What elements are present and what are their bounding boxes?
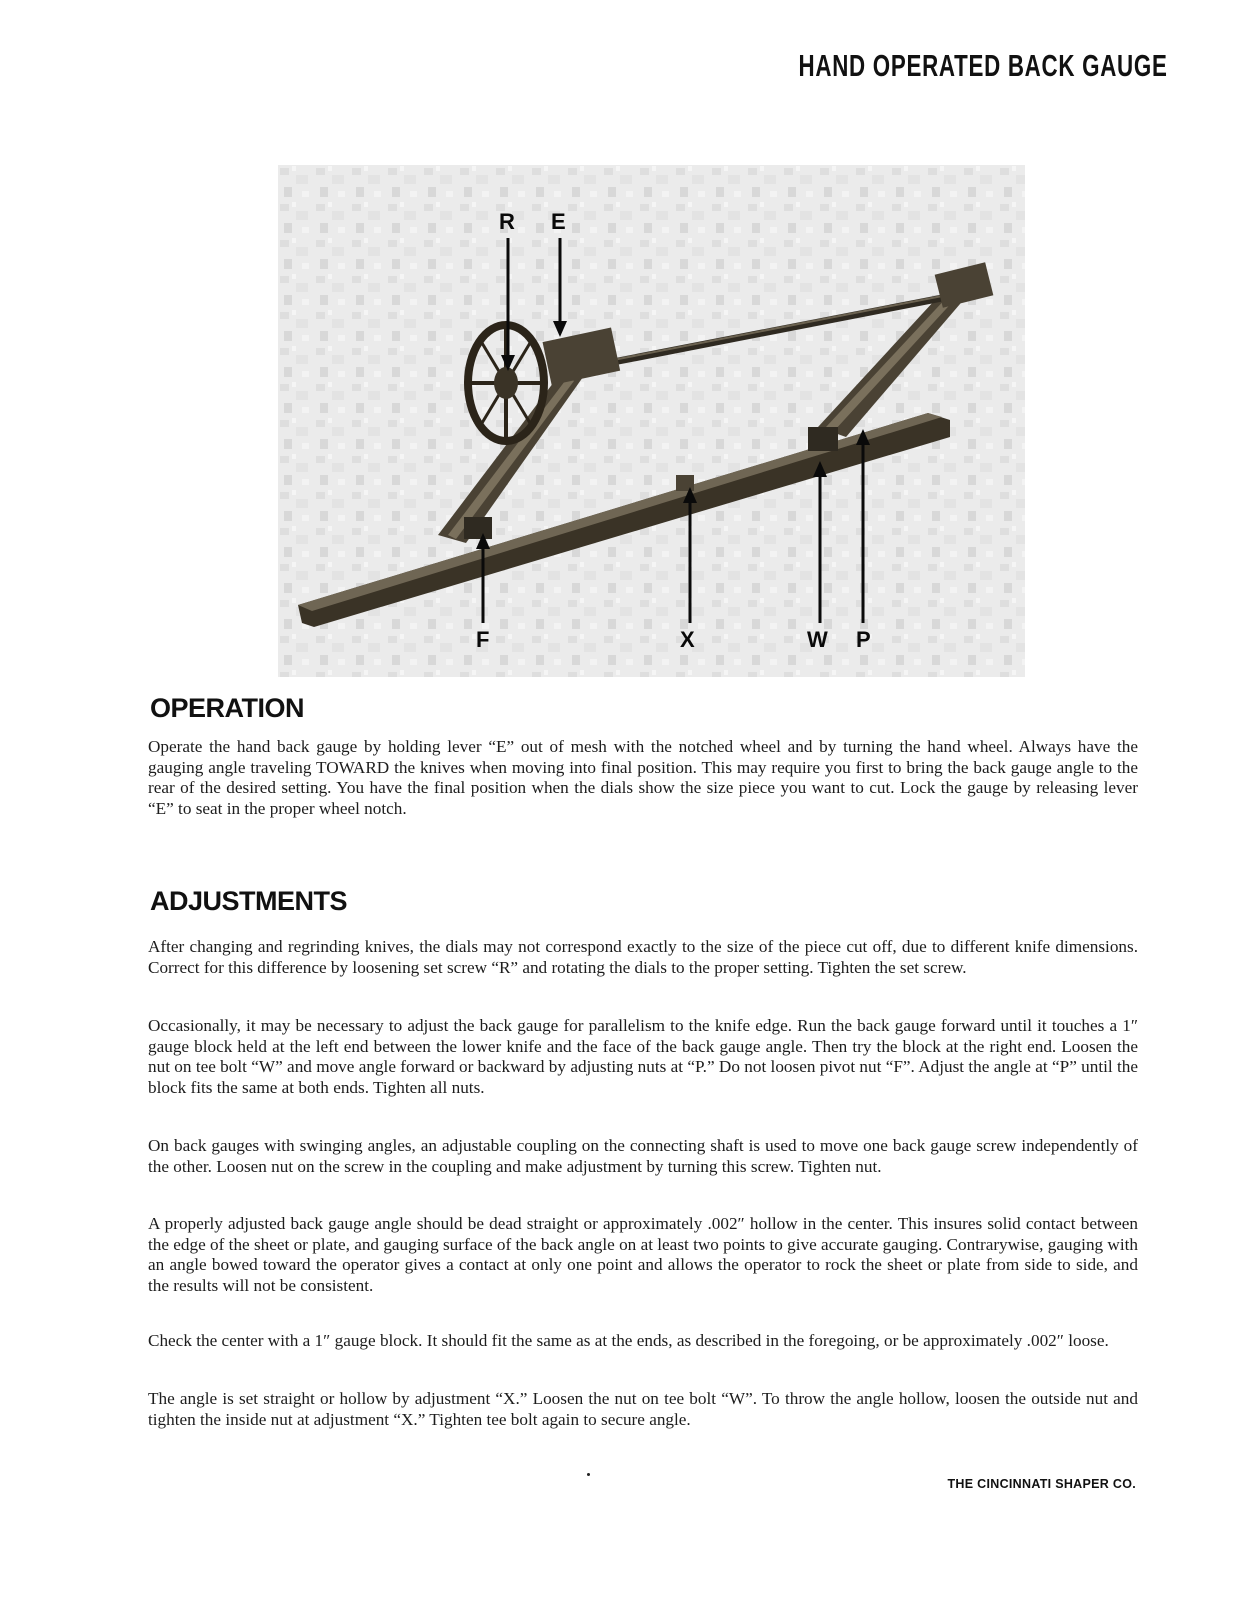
adjustments-paragraph-5: Check the center with a 1″ gauge block. It should fit the same as at the ends, as described in the foregoing, or be approximately .002″ loose. (148, 1331, 1109, 1350)
adjustments-paragraph-2: Occasionally, it may be necessary to adjust the back gauge for parallelism to the knife edge. Run the back gauge forward until it touches a 1″ gauge block held at the left end between the lower knife and the face of the back gauge angle. Then try the block at the right end. Loosen the nut on tee bolt “W” and move angle forward or backward by adjusting nuts at “P.” Do not loosen pivot nut “F”. Adjust the angle at “P” until the block fits the same at both ends. Tighten all nuts. (148, 1016, 1138, 1097)
callout-r: R (499, 209, 515, 234)
adjustments-paragraph-4: A properly adjusted back gauge angle should be dead straight or approximately .002″ hollow in the center. This insures solid contact between the edge of the sheet or plate, and gauging surface of the back angle on at least two points to give accurate gauging. Contrarywise, gauging with an angle bowed toward the operator gives a contact at only one point and allows the operator to rock the sheet or plate from side to side, and the results will not be consistent. (148, 1214, 1138, 1295)
adjustments-paragraph-6: The angle is set straight or hollow by adjustment “X.” Loosen the nut on tee bolt “W”. To throw the angle hollow, loosen the outside nut and tighten the inside nut at adjustment “X.” Tighten tee bolt again to secure angle. (148, 1389, 1138, 1429)
footer-company: THE CINCINNATI SHAPER CO. (947, 1477, 1136, 1491)
operation-paragraph: Operate the hand back gauge by holding lever “E” out of mesh with the notched wheel and by turning the hand wheel. Always have the gauging angle traveling TOWARD the knives when moving into final position. This may require you first to bring the back gauge angle to the rear of the desired setting. You have the final position when the dials show the size piece you want to cut. Lock the gauge by releasing lever “E” to seat in the proper wheel notch. (148, 737, 1138, 818)
adjustments-heading: ADJUSTMENTS (150, 886, 348, 916)
adjustments-paragraph-1: After changing and regrinding knives, the dials may not correspond exactly to the size of the piece cut off, due to different knife dimensions. Correct for this difference by loosening set screw “R” and rotating the dials to the proper setting. Tighten the set screw. (148, 937, 1138, 977)
callout-f: F (476, 627, 490, 652)
callout-e: E (551, 209, 566, 234)
page-title: HAND OPERATED BACK GAUGE (798, 48, 1168, 83)
operation-heading: OPERATION (150, 693, 305, 723)
print-speck (587, 1473, 590, 1476)
callout-p: P (856, 627, 871, 652)
callout-x: X (680, 627, 695, 652)
adjustments-paragraph-3: On back gauges with swinging angles, an adjustable coupling on the connecting shaft is used to move one back gauge screw independently of the other. Loosen nut on the screw in the coupling and make adjustment by turning this screw. Tighten nut. (148, 1136, 1138, 1176)
callout-w: W (807, 627, 828, 652)
back-gauge-photo (278, 165, 1025, 677)
